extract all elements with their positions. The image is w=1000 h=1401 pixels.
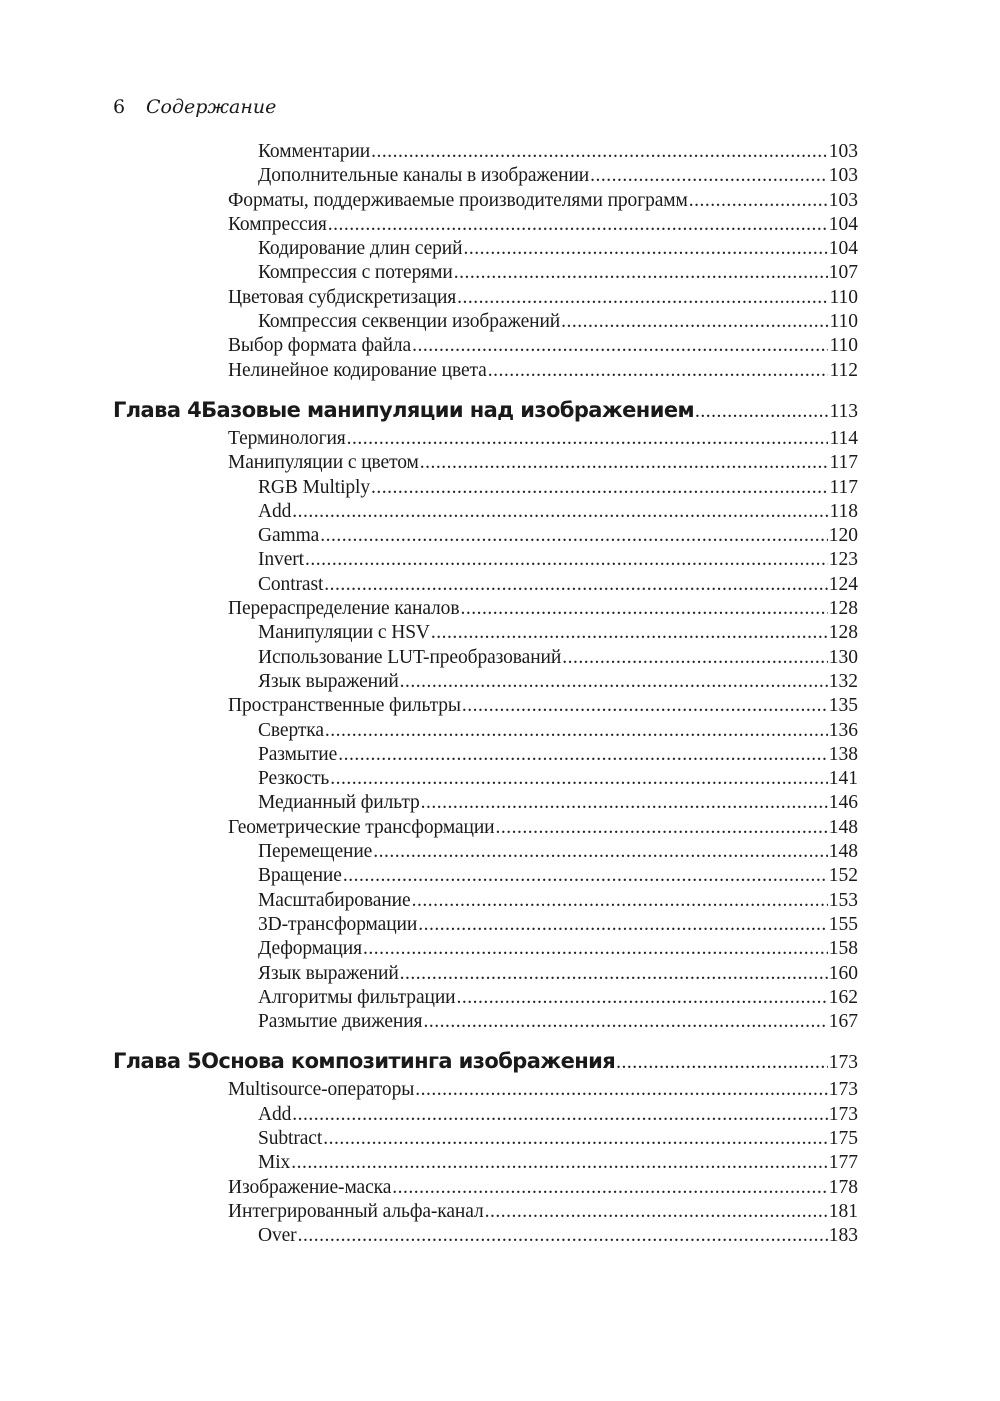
dot-leader	[431, 621, 828, 645]
toc-entry-label: Компрессия	[228, 213, 327, 235]
toc-entry-label: Subtract	[258, 1127, 323, 1149]
toc-entry-page: 141	[828, 768, 858, 790]
toc-entry[interactable]	[113, 791, 858, 815]
dot-leader	[463, 237, 827, 261]
toc-entry-page: 120	[828, 525, 858, 547]
toc-entry[interactable]	[113, 1176, 858, 1200]
dot-leader	[371, 140, 828, 164]
dot-leader	[343, 864, 828, 888]
toc-entry[interactable]	[113, 646, 858, 670]
toc-entry[interactable]	[113, 164, 858, 188]
toc-entry-label: Add	[258, 1103, 292, 1125]
toc-entry[interactable]	[113, 719, 858, 743]
toc-continued-section	[113, 140, 858, 383]
toc-entry-label: Медианный фильтр	[258, 792, 420, 814]
toc-entry-page: 123	[828, 549, 858, 571]
toc-entry[interactable]	[113, 1010, 858, 1034]
toc-entry[interactable]	[113, 1200, 858, 1224]
dot-leader	[347, 427, 829, 451]
toc-entry-page: 110	[829, 311, 858, 333]
toc-entry-label: Комментарии	[258, 141, 371, 162]
dot-leader	[330, 767, 828, 791]
toc-entry[interactable]	[113, 189, 858, 213]
dot-leader	[415, 1078, 828, 1102]
chapter-number: Глава 4	[113, 397, 202, 422]
toc-entry-label: Масштабирование	[258, 889, 411, 911]
chapter-heading[interactable]	[113, 1044, 858, 1078]
toc-chapter-4	[113, 393, 858, 1034]
toc-entry[interactable]	[113, 237, 858, 261]
toc-entry-page: 183	[828, 1225, 858, 1247]
toc-entry-page: 117	[829, 452, 858, 474]
toc-entry[interactable]	[113, 986, 858, 1010]
dot-leader	[421, 791, 828, 815]
toc-entry[interactable]	[113, 864, 858, 888]
dot-leader	[291, 1151, 828, 1175]
toc-entry-page: 160	[828, 962, 858, 984]
dot-leader	[423, 1010, 827, 1034]
dot-leader	[373, 840, 828, 864]
toc-entry-label: Манипуляции с цветом	[228, 452, 419, 474]
toc-entry-label: Размытие	[258, 743, 338, 765]
chapter-title: Базовые манипуляции над изображением	[201, 397, 695, 422]
toc-entry-page: 178	[828, 1176, 858, 1198]
toc-entry-page: 181	[828, 1200, 858, 1222]
toc-entry-label: Форматы, поддерживаемые производителями программ	[228, 189, 688, 211]
toc-entry-label: Перераспределение каналов	[228, 598, 460, 620]
toc-entry-page: 117	[829, 476, 858, 498]
dot-leader	[457, 286, 828, 310]
toc-entry-label: Перемещение	[258, 841, 373, 863]
dot-leader	[689, 189, 828, 213]
toc-entry-page: 175	[828, 1127, 858, 1149]
toc-entry[interactable]	[113, 840, 858, 864]
toc-entry-page: 132	[828, 670, 858, 692]
toc-entry[interactable]	[113, 476, 858, 500]
toc-entry-label: Использование LUT-преобразований	[258, 646, 562, 668]
toc-entry[interactable]	[113, 1103, 858, 1127]
toc-entry-page: 104	[828, 213, 858, 235]
toc-entry[interactable]	[113, 1078, 858, 1102]
toc-entry[interactable]	[113, 500, 858, 524]
toc-entry-label: Gamma	[258, 525, 320, 547]
table-of-contents	[113, 140, 858, 1248]
running-head	[113, 94, 276, 120]
dot-leader	[695, 395, 828, 429]
toc-entry[interactable]	[113, 427, 858, 451]
toc-entry-page: 177	[828, 1152, 858, 1174]
toc-entry-label: Размытие движения	[258, 1011, 423, 1033]
toc-entry-label: Свертка	[258, 719, 324, 741]
dot-leader	[496, 816, 828, 840]
toc-entry-label: Язык выражений	[258, 962, 399, 984]
toc-entry[interactable]	[113, 334, 858, 358]
toc-entry[interactable]	[113, 670, 858, 694]
dot-leader	[324, 573, 827, 597]
dot-leader	[292, 1103, 827, 1127]
toc-entry-label: Кодирование длин серий	[258, 238, 463, 260]
toc-entry[interactable]	[113, 524, 858, 548]
dot-leader	[616, 1046, 828, 1080]
dot-leader	[562, 646, 828, 670]
toc-entry-page: 124	[828, 573, 858, 595]
running-head-title: Содержание	[146, 96, 277, 118]
dot-leader	[418, 913, 828, 937]
toc-entry-page: 110	[829, 335, 858, 357]
toc-entry-label: Add	[258, 500, 292, 522]
toc-entry-page: 146	[828, 792, 858, 814]
dot-leader	[400, 670, 828, 694]
toc-entry-page: 128	[828, 598, 858, 620]
toc-entry-label: Язык выражений	[258, 670, 399, 692]
toc-entry-label: Over	[258, 1225, 297, 1247]
toc-entry-page: 148	[828, 816, 858, 838]
toc-entry-page: 152	[828, 865, 858, 887]
toc-entry-label: Вращение	[258, 865, 342, 887]
toc-entry-label: Цветовая субдискретизация	[228, 286, 457, 308]
toc-entry-label: Нелинейное кодирование цвета	[228, 359, 487, 381]
toc-entry-label: Выбор формата файла	[228, 335, 412, 357]
toc-entry-label: Компрессия с потерями	[258, 262, 453, 284]
dot-leader	[412, 334, 828, 358]
toc-entry-page: 110	[829, 286, 858, 308]
toc-entry-page: 103	[828, 165, 858, 187]
dot-leader	[325, 719, 828, 743]
toc-chapter-5	[113, 1044, 858, 1248]
toc-entry-page: 112	[829, 359, 858, 381]
toc-entry-label: Деформация	[258, 938, 362, 960]
dot-leader	[400, 962, 828, 986]
toc-entry[interactable]	[113, 1127, 858, 1151]
toc-entry[interactable]	[113, 597, 858, 621]
dot-leader	[412, 889, 828, 913]
toc-entry-label: Invert	[258, 549, 304, 571]
toc-entry[interactable]	[113, 359, 858, 383]
toc-entry-page: 103	[828, 189, 858, 211]
toc-entry-label: Алгоритмы фильтрации	[258, 986, 456, 1008]
toc-entry-page: 107	[828, 262, 858, 284]
toc-entry[interactable]	[113, 286, 858, 310]
chapter-heading[interactable]	[113, 393, 858, 427]
dot-leader	[363, 937, 828, 961]
toc-entry-page: 128	[828, 622, 858, 644]
toc-entry[interactable]	[113, 261, 858, 285]
dot-leader	[488, 359, 829, 383]
toc-entry[interactable]	[113, 573, 858, 597]
toc-entry[interactable]	[113, 213, 858, 237]
toc-entry[interactable]	[113, 937, 858, 961]
toc-entry-label: 3D-трансформации	[258, 913, 418, 935]
chapter-page: 113	[829, 400, 858, 422]
toc-entry-page: 167	[828, 1011, 858, 1033]
toc-entry[interactable]	[113, 743, 858, 767]
toc-entry[interactable]	[113, 913, 858, 937]
toc-entry-label: Дополнительные каналы в изображении	[258, 165, 590, 187]
dot-leader	[305, 548, 828, 572]
dot-leader	[462, 694, 828, 718]
dot-leader	[338, 743, 828, 767]
toc-entry-page: 130	[828, 646, 858, 668]
page-number: 6	[113, 96, 126, 118]
toc-entry-page: 158	[828, 938, 858, 960]
toc-entry-label: Резкость	[258, 768, 330, 790]
toc-entry[interactable]	[113, 1224, 858, 1248]
toc-entry-page: 118	[829, 500, 858, 522]
dot-leader	[460, 597, 827, 621]
chapter-title: Основа композитинга изображения	[201, 1049, 616, 1074]
toc-entry[interactable]	[113, 548, 858, 572]
dot-leader	[298, 1224, 828, 1248]
toc-entry[interactable]	[113, 140, 858, 164]
toc-entry-page: 135	[828, 695, 858, 717]
dot-leader	[292, 500, 828, 524]
toc-entry-page: 173	[828, 1103, 858, 1125]
toc-entry[interactable]	[113, 694, 858, 718]
toc-entry[interactable]	[113, 1151, 858, 1175]
dot-leader	[561, 310, 828, 334]
toc-entry-page: 104	[828, 238, 858, 260]
toc-entry-label: Манипуляции с HSV	[258, 622, 430, 644]
dot-leader	[392, 1176, 827, 1200]
dot-leader	[590, 164, 828, 188]
dot-leader	[457, 986, 828, 1010]
toc-entry-page: 162	[828, 986, 858, 1008]
toc-entry-page: 173	[828, 1079, 858, 1101]
toc-entry[interactable]	[113, 451, 858, 475]
toc-entry[interactable]	[113, 767, 858, 791]
dot-leader	[323, 1127, 828, 1151]
dot-leader	[420, 451, 829, 475]
dot-leader	[328, 213, 828, 237]
toc-entry-label: Геометрические трансформации	[228, 816, 495, 838]
toc-entry-label: RGB Multiply	[258, 476, 371, 498]
toc-entry-page: 136	[828, 719, 858, 741]
chapter-number: Глава 5	[113, 1049, 202, 1074]
toc-entry-label: Изображение-маска	[228, 1176, 392, 1198]
dot-leader	[371, 476, 828, 500]
toc-entry-label: Contrast	[258, 573, 324, 595]
dot-leader	[485, 1200, 828, 1224]
toc-entry-page: 103	[828, 141, 858, 162]
toc-entry-page: 155	[828, 913, 858, 935]
toc-entry[interactable]	[113, 816, 858, 840]
toc-entry-label: Пространственные фильтры	[228, 695, 461, 717]
toc-entry-page: 153	[828, 889, 858, 911]
toc-entry-label: Mix	[258, 1152, 291, 1174]
toc-entry-label: Терминология	[228, 427, 346, 449]
toc-entry[interactable]	[113, 962, 858, 986]
dot-leader	[454, 261, 828, 285]
toc-entry-label: Компрессия секвенции изображений	[258, 311, 561, 333]
toc-entry-page: 148	[828, 841, 858, 863]
toc-entry[interactable]	[113, 889, 858, 913]
toc-entry[interactable]	[113, 310, 858, 334]
toc-entry-page: 114	[829, 427, 858, 449]
toc-entry[interactable]	[113, 621, 858, 645]
chapter-page: 173	[828, 1052, 858, 1074]
toc-entry-page: 138	[828, 743, 858, 765]
toc-entry-label: Multisource-операторы	[228, 1079, 415, 1101]
dot-leader	[320, 524, 828, 548]
toc-entry-label: Интегрированный альфа-канал	[228, 1200, 484, 1222]
